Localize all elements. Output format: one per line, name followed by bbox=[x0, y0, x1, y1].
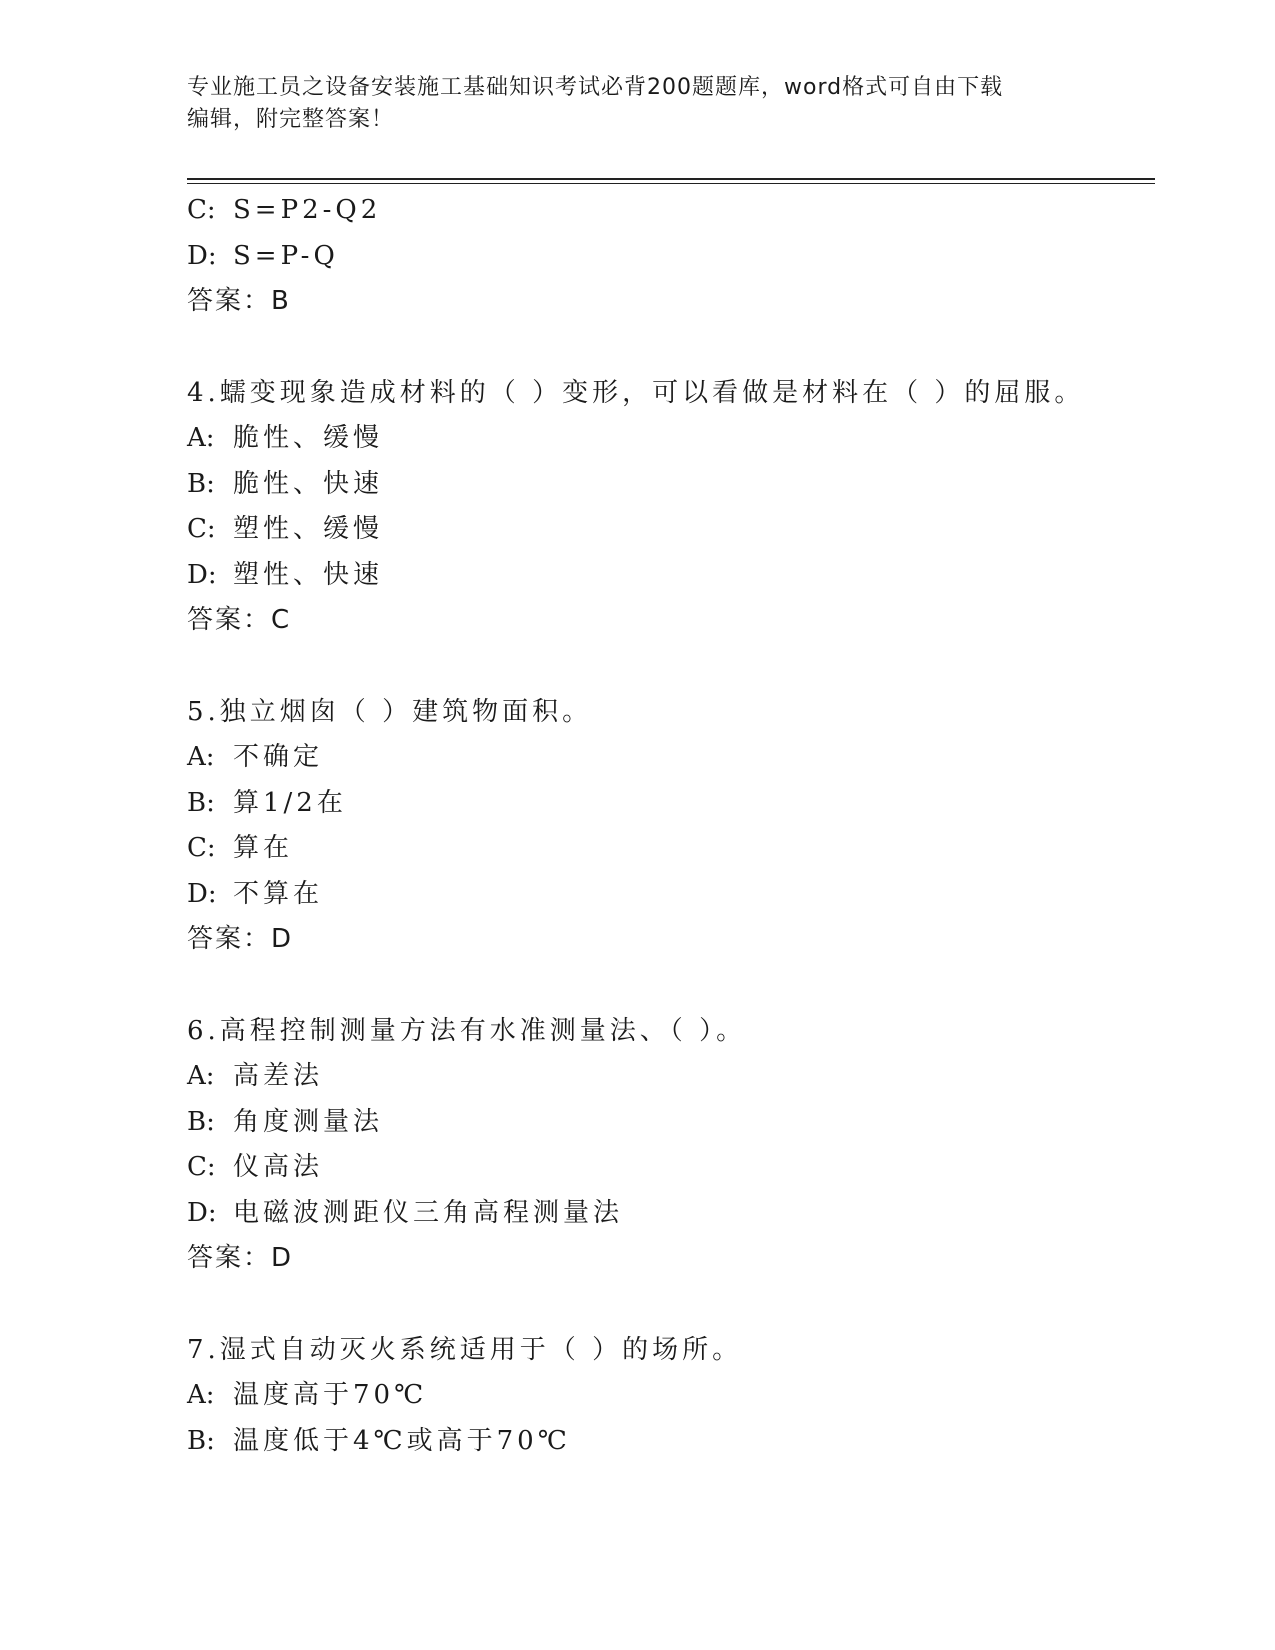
question-4 bbox=[187, 371, 1147, 644]
option-c bbox=[187, 826, 1147, 872]
option-a bbox=[187, 1373, 1147, 1419]
option-d bbox=[187, 872, 1147, 918]
question-6 bbox=[187, 1009, 1147, 1282]
option-text: 算在 bbox=[233, 833, 294, 863]
header-title-line-1: 专业施工员之设备安装施工基础知识考试必背200题题库，word格式可自由下载 bbox=[187, 75, 1004, 100]
option-text: 高差法 bbox=[233, 1061, 324, 1091]
document-header bbox=[187, 72, 1087, 136]
option-a bbox=[187, 1054, 1147, 1100]
option-d bbox=[187, 234, 1147, 280]
option-prefix: C: bbox=[187, 195, 216, 225]
option-prefix: A: bbox=[187, 742, 215, 772]
question-text: 6.高程控制测量方法有水准测量法、（ ）。 bbox=[187, 1015, 747, 1046]
option-d bbox=[187, 1191, 1147, 1237]
option-c bbox=[187, 507, 1147, 553]
option-b bbox=[187, 1100, 1147, 1146]
option-text: 塑性、快速 bbox=[233, 559, 384, 590]
option-text: 不算在 bbox=[233, 878, 324, 909]
option-prefix: B: bbox=[187, 468, 215, 499]
option-prefix: C: bbox=[187, 833, 216, 863]
answer-line: 答案：D bbox=[187, 924, 294, 954]
question-5 bbox=[187, 690, 1147, 963]
option-prefix: D: bbox=[187, 878, 217, 909]
question-text: 5.独立烟囱（ ）建筑物面积。 bbox=[187, 696, 593, 727]
option-a bbox=[187, 416, 1147, 462]
answer-line: 答案：C bbox=[187, 605, 292, 635]
option-text: 算1/2在 bbox=[233, 787, 347, 818]
header-title-line-2: 编辑，附完整答案！ bbox=[187, 107, 395, 132]
option-text: 不确定 bbox=[233, 742, 324, 772]
option-prefix: C: bbox=[187, 1152, 216, 1182]
answer-line: 答案：D bbox=[187, 1243, 294, 1273]
option-text: 温度低于4℃或高于70℃ bbox=[233, 1425, 571, 1456]
option-text: 脆性、快速 bbox=[233, 468, 384, 499]
option-b bbox=[187, 462, 1147, 508]
question-list bbox=[187, 188, 1147, 1464]
question-7 bbox=[187, 1328, 1147, 1465]
option-a bbox=[187, 735, 1147, 781]
option-prefix: D: bbox=[187, 559, 217, 590]
option-text: 塑性、缓慢 bbox=[233, 514, 384, 544]
option-text: 电磁波测距仪三角高程测量法 bbox=[233, 1197, 624, 1228]
option-text: S=P-Q bbox=[233, 240, 339, 271]
option-b bbox=[187, 1419, 1147, 1465]
option-prefix: A: bbox=[187, 1061, 215, 1091]
option-d bbox=[187, 553, 1147, 599]
spacer bbox=[187, 644, 1147, 690]
question-text: 7.湿式自动灭火系统适用于（ ）的场所。 bbox=[187, 1334, 743, 1365]
header-divider-thick bbox=[187, 178, 1155, 180]
option-prefix: A: bbox=[187, 423, 215, 453]
option-c bbox=[187, 1145, 1147, 1191]
option-prefix: B: bbox=[187, 1106, 215, 1137]
option-prefix: C: bbox=[187, 514, 216, 544]
option-prefix: D: bbox=[187, 240, 217, 271]
option-text: 角度测量法 bbox=[233, 1106, 384, 1137]
spacer bbox=[187, 325, 1147, 371]
option-prefix: A: bbox=[187, 1380, 215, 1410]
option-b bbox=[187, 781, 1147, 827]
spacer bbox=[187, 1282, 1147, 1328]
option-c bbox=[187, 188, 1147, 234]
answer-line: 答案：B bbox=[187, 286, 291, 316]
question-3 bbox=[187, 188, 1147, 325]
option-prefix: D: bbox=[187, 1197, 217, 1228]
header-divider-thin bbox=[187, 183, 1155, 184]
question-text: 4.蠕变现象造成材料的（ ）变形，可以看做是材料在（ ）的屈服。 bbox=[187, 377, 1085, 408]
option-prefix: B: bbox=[187, 1425, 215, 1456]
option-text: 仪高法 bbox=[233, 1152, 324, 1182]
option-prefix: B: bbox=[187, 787, 215, 818]
option-text: S=P2-Q2 bbox=[233, 195, 382, 225]
option-text: 温度高于70℃ bbox=[233, 1380, 428, 1410]
option-text: 脆性、缓慢 bbox=[233, 423, 384, 453]
spacer bbox=[187, 963, 1147, 1009]
